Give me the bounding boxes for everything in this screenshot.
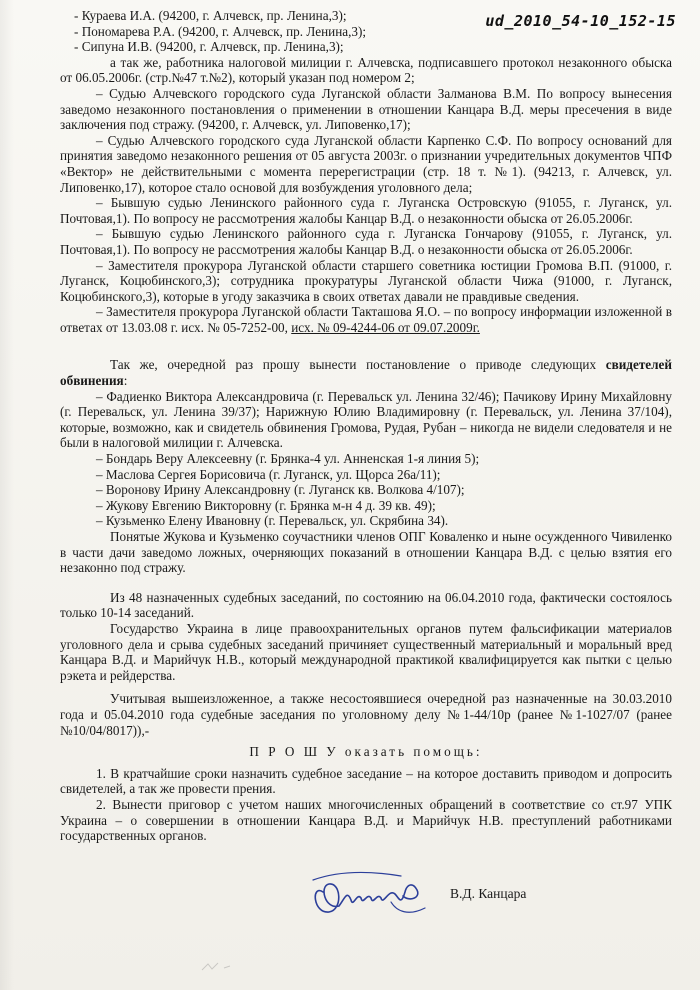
witness-item: – Бондарь Веру Алексеевну (г. Брянка-4 ул. Анненская 1-я линия 5); bbox=[96, 451, 480, 467]
spacer bbox=[60, 335, 672, 357]
request-item: 1. В кратчайшие сроки назначить судебное заседание – на которое доставить приводом и допросить свидетелей, а так же провести прения. bbox=[60, 765, 672, 797]
paragraph-considering: Учитывая вышеизложенное, а также несостоявшиеся очередной раз назначенные на 30.03.2010 года и 05.04.2010 года судебные заседания по уголовному делу №1-44/10р (ранее №1-1027/07 (ранее №10/04/8017)),- bbox=[60, 691, 672, 738]
witness-item: – Кузьменко Елену Ивановну (г. Перевальск, ул. Скрябина 34). bbox=[96, 513, 449, 529]
addressee-paragraph: – Судью Алчевского городского суда Луганской области Карпенко С.Ф. По вопросу оснований для принятия заведомо незаконного решения от 05 августа 2003г. о признании учредительных документов ЧПФ «Вектор» не действительными с момента перерегистрации (стр. 18 т. №1). (94213, г. Алчевск, ул. Липовенко,17), которое стало основой для возбуждения уголовного дела; bbox=[60, 132, 672, 195]
addressee-paragraph: – Бывшую судью Ленинского районного суда г. Луганска Островскую (91055, г. Луганск, ул. Почтовая,1). По вопросу не рассмотрения жалобы Канцар В.Д. о незаконности обыска от 26.05.2006г. bbox=[60, 195, 672, 226]
handwritten-signature-icon bbox=[305, 862, 435, 924]
witness-item: – Жукову Евгению Викторовну (г. Брянка м-н 4 д. 39 кв. 49); bbox=[96, 497, 436, 513]
spacer bbox=[60, 576, 672, 590]
witness-intro bbox=[60, 357, 672, 388]
addressee-paragraph: – Бывшую судью Ленинского районного суда г. Луганска Гончарову (91055, г. Луганск, ул. Почтовая,1). По вопросу не рассмотрения жалобы Канцар В.Д. о незаконности обыска от 26.05.2006г. bbox=[60, 226, 672, 257]
witness-intro-text: Так же, очередной раз прошу вынести постановление о приводе следующих bbox=[110, 357, 606, 373]
signer-name: В.Д. Канцара bbox=[450, 886, 527, 901]
paragraph-zhukova: Понятые Жукова и Кузьменко соучастники членов ОПГ Коваленко и ныне осужденного Чивиленко в части дачи заведомо ложных, очерняющих показаний в отношении Канцара В.Д. с целью взятия его незаконно под стражу. bbox=[60, 529, 672, 576]
scan-smudge-mark bbox=[200, 960, 240, 974]
spacer bbox=[60, 683, 672, 691]
request-heading: П Р О Ш У оказать помощь: bbox=[249, 744, 483, 760]
addressee-line: - Кураева И.А. (94200, г. Алчевск, пр. Ленина,3); bbox=[74, 8, 347, 23]
request-item: 2. Вынести приговор с учетом наших многочисленных обращений в соответствие со ст.97 УПК Украина – о совершении в отношении Канцара В.Д. и Марийчук Н.В. преступлений работниками государственных органов. bbox=[60, 796, 672, 844]
taktashov-underlined-ref: исх. № 09-4244-06 от 09.07.2009г. bbox=[291, 319, 480, 335]
document-id-stamp: ud_2010_54-10_152-15 bbox=[485, 12, 676, 30]
paragraph-sessions: Из 48 назначенных судебных заседаний, по состоянию на 06.04.2010 года, фактически состоялось только 10-14 заседаний. bbox=[60, 589, 672, 621]
witness-intro-bold: свидетелей обвинения bbox=[60, 357, 672, 389]
witness-item: – Фадиенко Виктора Александровича (г. Перевальск ул. Ленина 32/46); Пачикову Ирину Михайловну (г. Перевальск, ул. Ленина 39/37); Нарижную Юлию Владимировну (г. Перевальск, ул. Ленина 37/104), которые, возможно, как и свидетель обвинения Громова, Рудая, Рубан – никогда не видели следователя и не были в налоговой милиции г. Алчевска. bbox=[60, 388, 672, 451]
addressee-paragraph: а так же, работника налоговой милиции г. Алчевска, подписавшего протокол незаконного обыска от 06.05.2006г. (стр.№47 т.№2), который указан под номером 2; bbox=[60, 54, 672, 86]
taktashov-text: – Заместителя прокурора Луганской области Такташова Я.О. – по вопросу информации изложенной в ответах от 13.03.08 г. исх. № 05-7252-00, bbox=[60, 304, 672, 335]
paragraph-state: Государство Украина в лице правоохранительных органов путем фальсификации материалов уголовного дела и срыва судебных заседаний причиняет существенный материальный и моральный вред Канцара В.Д. и Марийчук Н.В., который международной практикой квалифицируется как пытки с целью рэкета и рейдерства. bbox=[60, 620, 672, 683]
addressee-line: - Сипуна И.В. (94200, г. Алчевск, пр. Ленина,3); bbox=[74, 39, 344, 55]
addressee-paragraph: – Заместителя прокурора Луганской области старшего советника юстиции Громова В.П. (91000, г. Луганск, Коцюбинского,3); сотрудника прокуратуры Луганской области Чижа (91000, г. Луганск, Коцюбинского,3), которые в угоду заказчика в своих ответах давали не правдивые сведения. bbox=[60, 257, 672, 304]
witness-item: – Маслова Сергея Борисовича (г. Луганск, ул. Щорса 26а/11); bbox=[96, 466, 441, 482]
document-body bbox=[60, 8, 672, 844]
addressee-paragraph: – Судью Алчевского городского суда Луганской области Залманова В.М. По вопросу вынесения заведомо незаконного постановления о применении в отношении Канцара В.Д. меры пресечения в виде заключения под стражу. (94200, г. Алчевск, ул. Липовенко,17); bbox=[60, 85, 672, 133]
signature-block bbox=[0, 862, 700, 932]
taktashov-paragraph bbox=[60, 304, 672, 335]
witness-intro-colon: : bbox=[123, 373, 128, 389]
witness-item: – Воронову Ирину Александровну (г. Луганск кв. Волкова 4/107); bbox=[96, 482, 465, 498]
addressee-line: - Пономарева Р.А. (94200, г. Алчевск, пр. Ленина,3); bbox=[74, 23, 367, 39]
